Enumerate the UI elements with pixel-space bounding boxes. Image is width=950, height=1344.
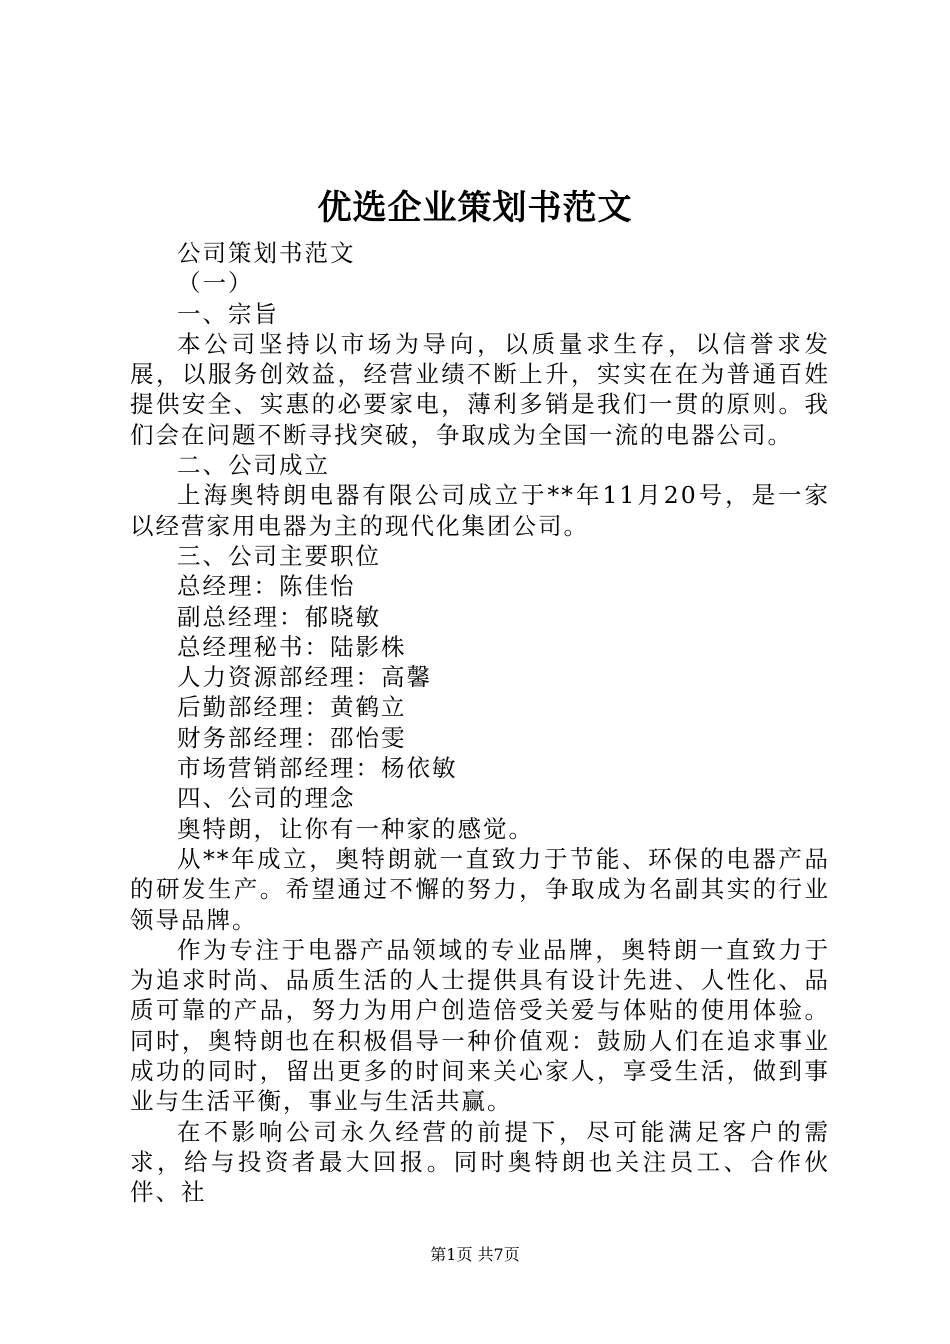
document-title: 优选企业策划书范文 — [317, 188, 633, 228]
position-item: 后勤部经理：黄鹤立 — [177, 693, 407, 722]
paragraph: 上海奥特朗电器有限公司成立于**年11月20号，是一家以经营家用电器为主的现代化集团公司。 — [130, 481, 830, 540]
paragraph: 在不影响公司永久经营的前提下，尽可能满足客户的需求，给与投资者最大回报。同时奥特朗也关注员工、合作伙伴、社 — [130, 1117, 830, 1207]
position-item: 市场营销部经理：杨依敏 — [177, 754, 458, 783]
position-item: 人力资源部经理：高馨 — [177, 663, 432, 692]
paragraph: 奥特朗，让你有一种家的感觉。 — [177, 814, 534, 843]
page-footer: 第1页 共7页 — [430, 1245, 520, 1264]
section-heading: 四、公司的理念 — [177, 784, 356, 813]
section-heading: 一、宗旨 — [177, 299, 279, 328]
paragraph: 本公司坚持以市场为导向，以质量求生存，以信誉求发展，以服务创效益，经营业绩不断上升，实实在在为普通百姓提供安全、实惠的必要家电，薄利多销是我们一贯的原则。我们会在问题不断寻找突破，争取成为全国一流的电器公司。 — [130, 329, 830, 449]
paragraph: 公司策划书范文 — [177, 239, 356, 267]
position-item: 财务部经理：邵怡雯 — [177, 723, 407, 752]
paragraph: （一） — [177, 269, 254, 298]
paragraph: 从**年成立，奥特朗就一直致力于节能、环保的电器产品的研发生产。希望通过不懈的努力，争取成为名副其实的行业领导品牌。 — [130, 844, 830, 934]
position-item: 副总经理：郁晓敏 — [177, 602, 381, 631]
section-heading: 二、公司成立 — [177, 451, 330, 480]
paragraph: 作为专注于电器产品领域的专业品牌，奥特朗一直致力于为追求时尚、品质生活的人士提供具有设计先进、人性化、品质可靠的产品，努力为用户创造倍受关爱与体贴的使用体验。同时，奥特朗也在积极倡导一种价值观：鼓励人们在追求事业成功的同时，留出更多的时间来关心家人，享受生活，做到事业与生活平衡，事业与生活共赢。 — [130, 935, 830, 1116]
position-item: 总经理秘书：陆影株 — [177, 632, 407, 661]
section-heading: 三、公司主要职位 — [177, 541, 381, 570]
position-item: 总经理：陈佳怡 — [177, 572, 356, 601]
document-body — [130, 238, 830, 1208]
